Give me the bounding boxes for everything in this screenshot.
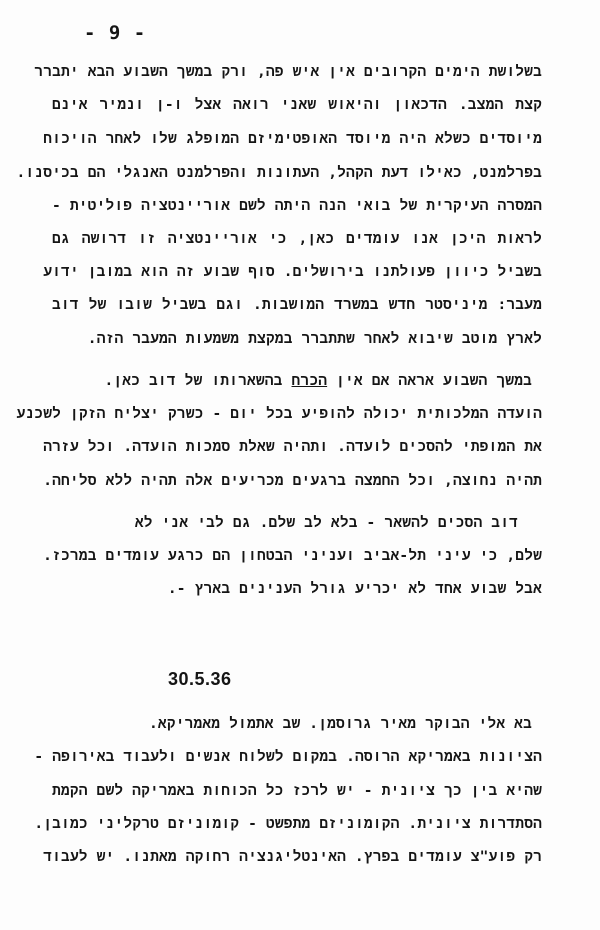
paragraph-2-line-3: את המופתי להסכים לועדה. ותהיה שאלת סמכות הועדה. וכל עזרה xyxy=(43,439,542,455)
paragraph-2-line-2: הועדה המלכותית יכולה להופיע בכל יום - כשרק יצליח הזקן לשכנע xyxy=(16,406,542,422)
paragraph-1-line-9: לארץ מוטב שיבוא לאחר שתתברר במקצת משמעות המעבר הזה. xyxy=(87,331,542,347)
paragraph-3-line-2: שלם, כי עיני תל-אביב ועניני הבטחון הם כרגע עומדים במרכז. xyxy=(43,548,542,564)
underlined-word: הכרח xyxy=(291,373,328,389)
paragraph-1-line-2: קצת המצב. הדכאון והיאוש שאני רואה אצל ו-ן ונמיר אינם xyxy=(52,97,542,113)
date-heading: 30.5.36 xyxy=(168,669,232,689)
section-2-line-1: בא אלי הבוקר מאיר גרוסמן. שב אתמול מאמריקא. xyxy=(148,716,532,732)
paragraph-1-line-3: מיוסדים כשלא היה מיוסד האופטימיזם המופלג שלו לאחר הויכוח xyxy=(43,131,542,147)
paragraph-2-line-1: במשך השבוע אראה אם אין הכרח בהשארותו של דוב כאן. xyxy=(104,373,532,389)
paragraph-3-line-1: דוב הסכים להשאר - בלא לב שלם. גם לבי אני לא xyxy=(134,515,518,531)
paragraph-2-line-4: תהיה נחוצה, וכל החמצה ברגעים מכריעים אלה תהיה ללא סליחה. xyxy=(43,473,542,489)
section-2-line-3: שהיא בין כך ציונית - יש לרכז כל הכוחות באמריקה לשם הקמת xyxy=(52,783,542,799)
paragraph-1-line-8: מעבר: מיניסטר חדש במשרד המושבות. וגם בשביל שובו של דוב xyxy=(52,297,542,313)
paragraph-1-line-6: לראות היכן אנו עומדים כאן, כי אוריינטציה זו דרושה גם xyxy=(52,231,542,247)
paragraph-1-line-5: המסרה העיקרית של בואי הנה היתה לשם אוריינטציה פוליטית - xyxy=(52,198,542,214)
section-2-line-4: הסתדרות ציונית. הקומוניזם מתפשט - קומוניזם טרקליני כמובן. xyxy=(34,816,542,832)
section-2-line-2: הציונות באמריקא הרוסה. במקום לשלוח אנשים ולעבוד באירופה - xyxy=(34,749,542,765)
paragraph-1-line-1: בשלושת הימים הקרובים אין איש פה, ורק במשך השבוע הבא יתברר xyxy=(34,64,542,80)
paragraph-3-line-3: אבל שבוע אחד לא יכריע גורל הענינים בארץ -. xyxy=(167,581,542,597)
paragraph-1-line-4: בפרלמנט, כאילו דעת הקהל, העתונות והפרלמנט האנגלי הם בכיסנו. xyxy=(16,165,542,181)
paragraph-1-line-7: בשביל כיוון פעולתנו בירושלים. סוף שבוע זה הוא במובן ידוע xyxy=(43,264,542,280)
section-2-line-5: רק פוע"צ עומדים בפרץ. האינטליגנציה רחוקה מאתנו. יש לעבוד xyxy=(43,849,542,865)
page-number: - 9 - xyxy=(84,22,147,44)
